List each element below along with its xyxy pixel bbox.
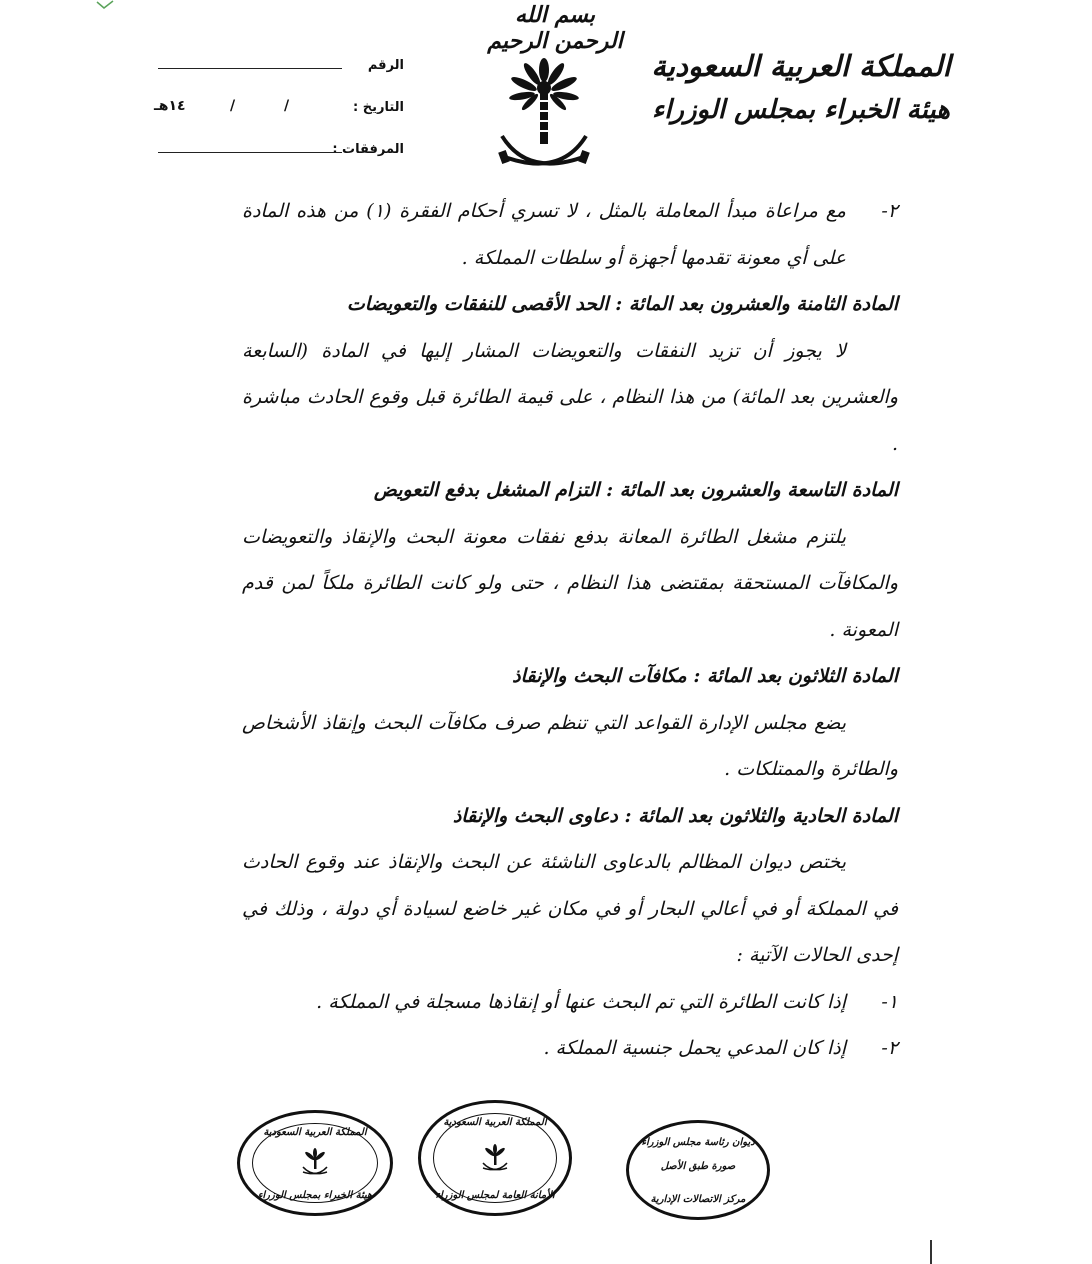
stamp-bottom-text: مركز الاتصالات الإدارية (650, 1194, 746, 1205)
ref-date-slash: / (230, 98, 236, 114)
article-129-text: يلتزم مشغل الطائرة المعانة بدفع نفقات معونة البحث والإنقاذ والتعويضات والمكافآت المستحقة بمقتضى هذا النظام ، حتى ولو كانت الطائرة ملكاً لمن قدم المعونة . (242, 525, 898, 641)
article-130-text: يضع مجلس الإدارة القواعد التي تنظم صرف مكافآت البحث وإنقاذ الأشخاص والطائرة والممتلكات . (242, 711, 898, 780)
item-number: ٢- (881, 1037, 898, 1059)
stamp-bottom-text: هيئة الخبراء بمجلس الوزراء (257, 1190, 373, 1201)
case-item-2 (242, 1025, 898, 1072)
item-text: إذا كان المدعي يحمل جنسية المملكة . (543, 1037, 846, 1059)
palm-swords-emblem-icon (498, 52, 590, 180)
ref-attachments-label: المرفقات : (332, 142, 404, 157)
org-line-kingdom: المملكة العربية السعودية (651, 49, 951, 83)
ref-date-label: التاريخ : (353, 100, 404, 115)
article-130-heading: المادة الثلاثون بعد المائة : مكافآت البحث والإنقاذ (512, 665, 898, 687)
document-body (242, 188, 898, 1072)
ref-date-slash: / (284, 98, 290, 114)
stamp-top-text: المملكة العربية السعودية (263, 1127, 367, 1138)
article-131-heading: المادة الحادية والثلاثون بعد المائة : دعاوى البحث والإنقاذ (452, 804, 898, 827)
item-number: ١- (881, 990, 898, 1013)
palm-emblem-icon (300, 1147, 330, 1177)
case-item-1 (242, 979, 898, 1026)
ref-attachments-line (158, 152, 342, 153)
official-stamps (232, 1100, 792, 1230)
article-128-heading: المادة الثامنة والعشرون بعد المائة : الحد الأقصى للنفقات والتعويضات (346, 293, 898, 315)
paragraph-item-2 (242, 188, 898, 281)
corner-check-mark (96, 0, 114, 10)
item-text: مع مراعاة مبدأ المعاملة بالمثل ، لا تسري أحكام الفقرة (١) من هذه المادة على أي معونة تقدمها أجهزة أو سلطات المملكة . (242, 200, 846, 269)
ref-number-row (150, 56, 412, 98)
palm-emblem-icon (480, 1143, 510, 1173)
stamp-top-text: ديوان رئاسة مجلس الوزراء (641, 1137, 755, 1148)
item-text: إذا كانت الطائرة التي تم البحث عنها أو إنقاذها مسجلة في المملكة . (316, 990, 846, 1013)
reference-fields (150, 56, 412, 182)
article-129-heading: المادة التاسعة والعشرون بعد المائة : التزام المشغل بدفع التعويض (373, 479, 898, 501)
stamp-top-text: المملكة العربية السعودية (443, 1117, 547, 1128)
ref-number-line (158, 68, 342, 69)
page-edge-mark (930, 1240, 936, 1264)
stamp-bottom-text: الأمانة العامة لمجلس الوزراء (435, 1190, 555, 1201)
item-number: ٢- (881, 200, 898, 222)
stamp-true-copy (626, 1120, 770, 1220)
ref-number-label: الرقم (367, 58, 404, 73)
org-line-bureau: هيئة الخبراء بمجلس الوزراء (651, 95, 950, 125)
stamp-experts-bureau (237, 1110, 393, 1216)
stamp-middle-text: صورة طبق الأصل (660, 1160, 736, 1172)
basmala: بسم الله الرحمن الرحيم (487, 2, 623, 54)
ref-attachments-row (150, 140, 412, 182)
stamp-general-secretariat (418, 1100, 572, 1216)
letterhead-organization (646, 49, 956, 125)
article-131-text: يختص ديوان المظالم بالدعاوى الناشئة عن البحث والإنقاذ عند وقوع الحادث في المملكة أو في أعالي البحار أو في مكان غير خاضع لسيادة أي دولة ، وذلك في إحدى الحالات الآتية : (242, 851, 898, 966)
article-128-text: لا يجوز أن تزيد النفقات والتعويضات المشار إليها في المادة (السابعة والعشرين بعد المائة) من هذا النظام ، على قيمة الطائرة قبل وقوع الحادث مباشرة . (242, 339, 898, 455)
ref-date-suffix: ١٤هـ (154, 98, 186, 114)
ref-date-row (150, 98, 412, 140)
